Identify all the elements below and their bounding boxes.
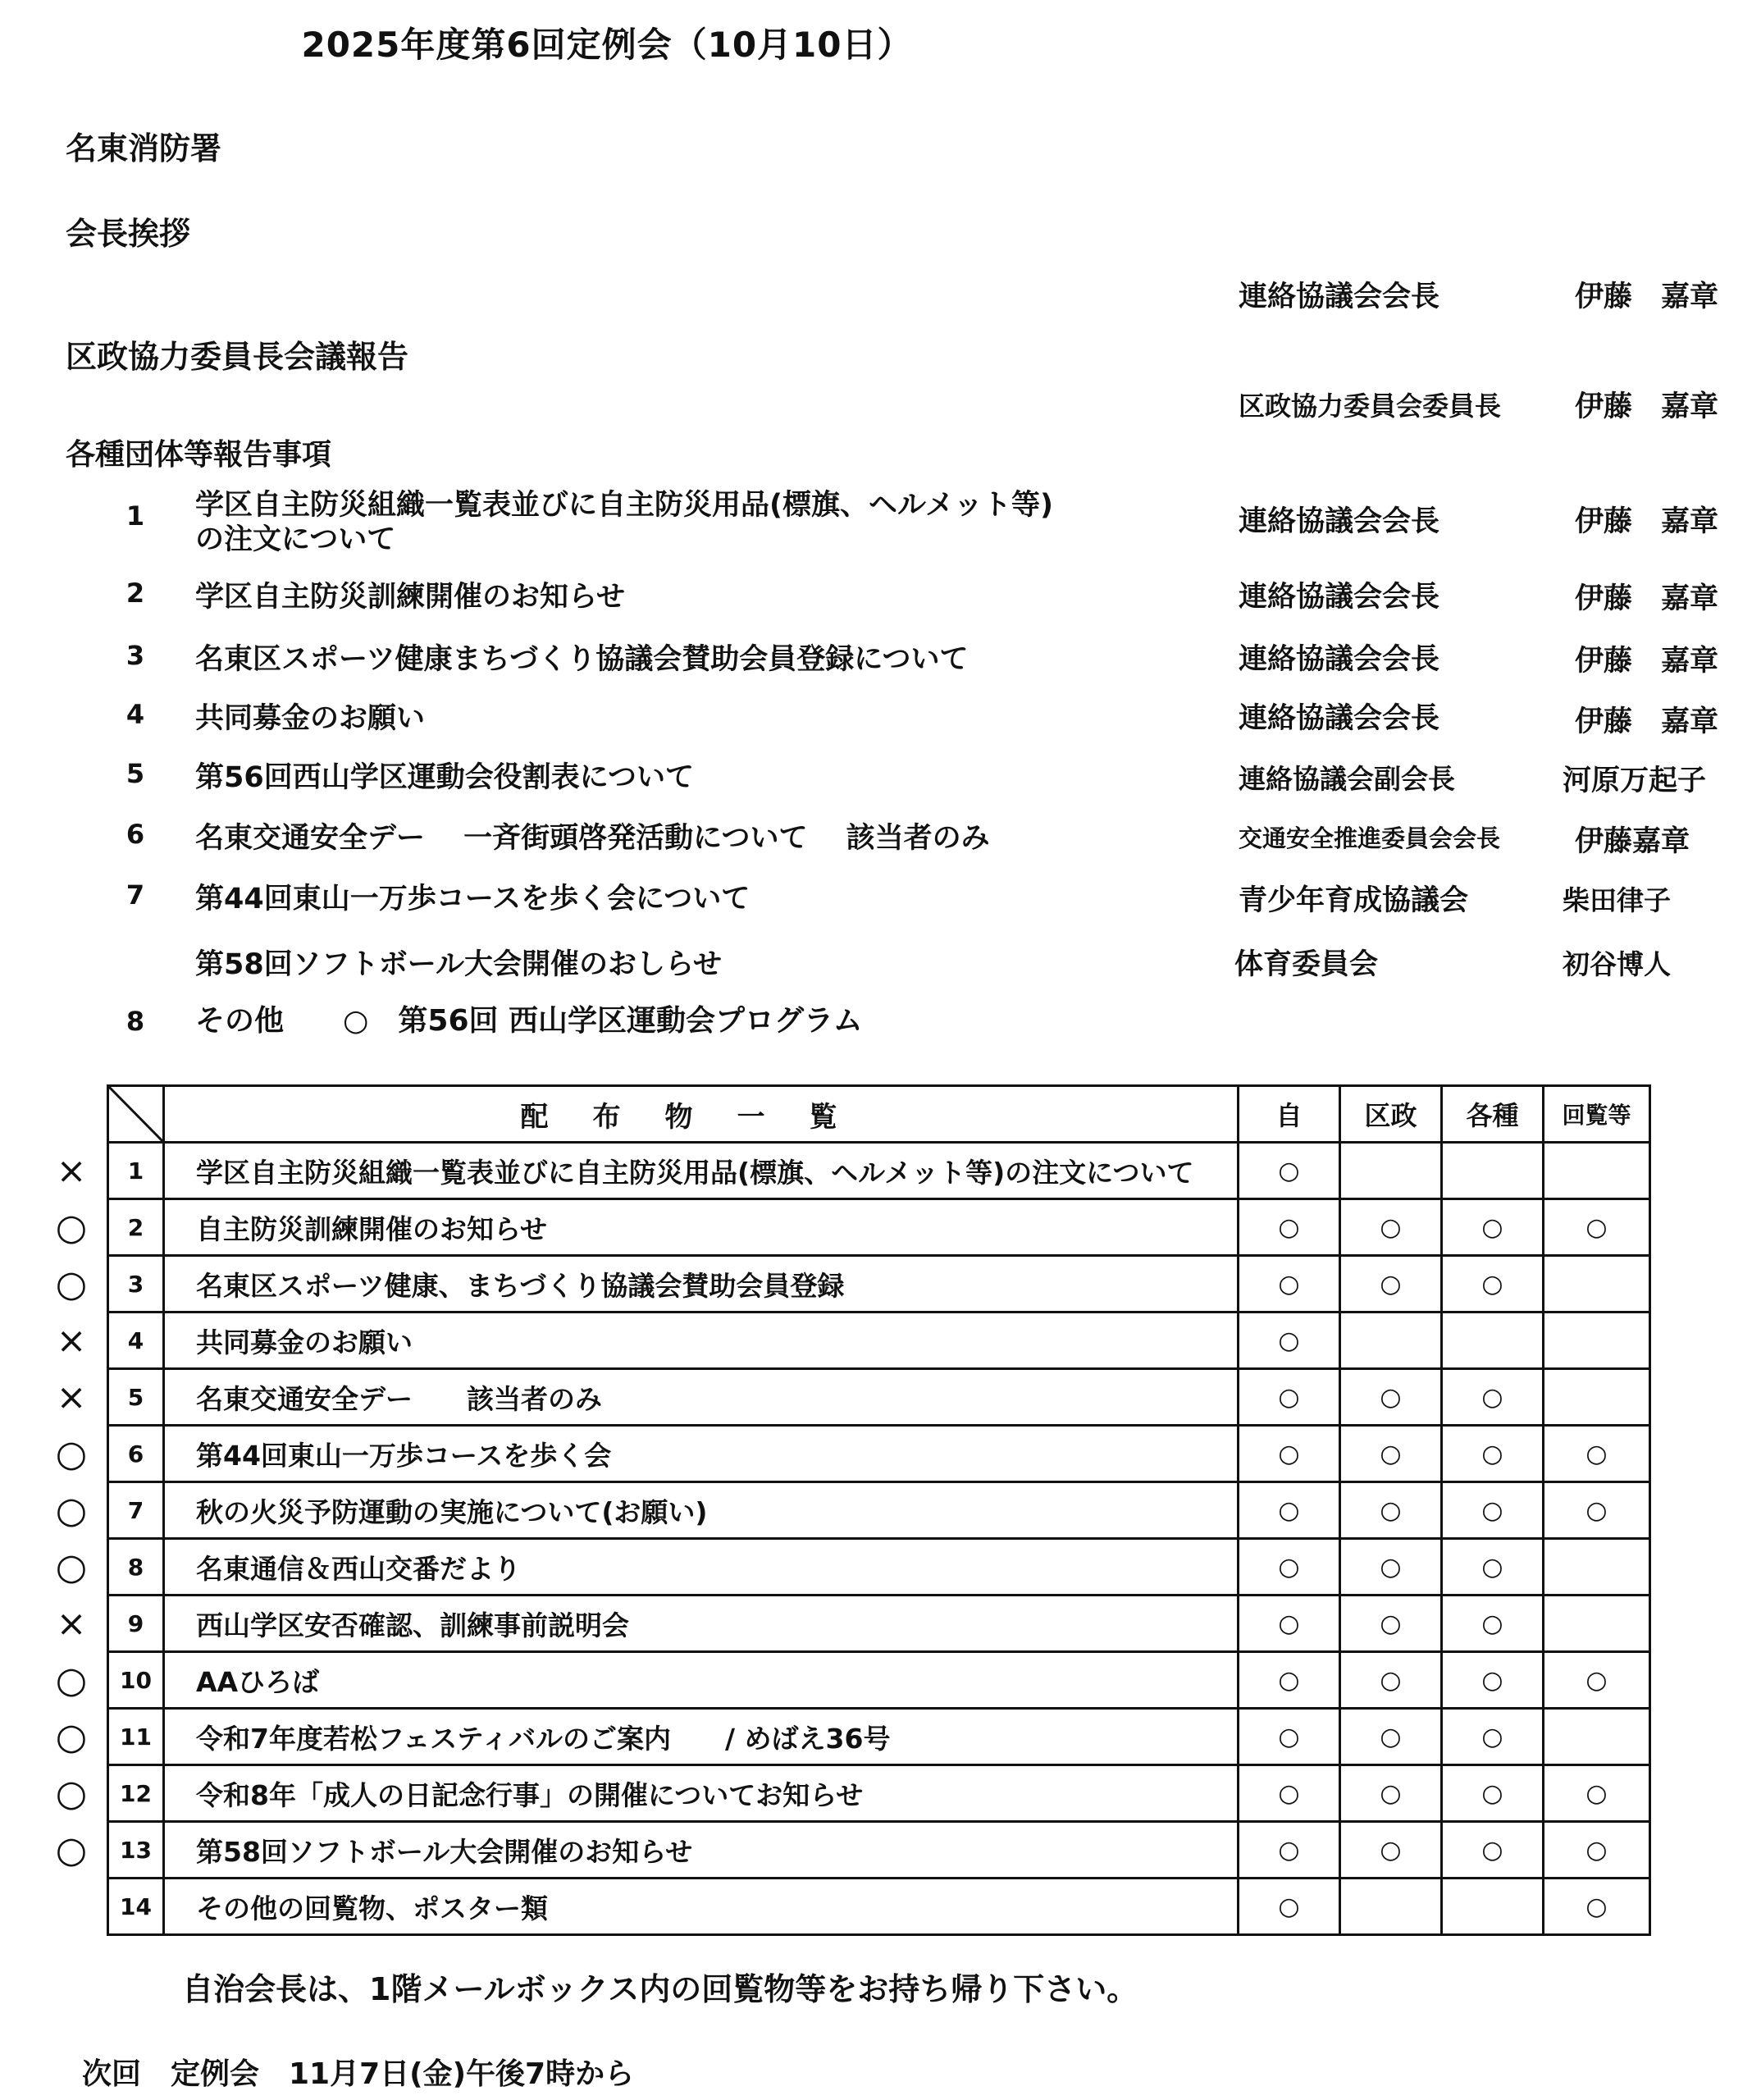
diagonal-line [109,1087,162,1141]
header-diagonal-cell [108,1086,164,1143]
row-title: 名東区スポーツ健康、まちづくり協議会賛助会員登録 [164,1256,1239,1312]
row-title: 名東通信＆西山交番だより [164,1539,1239,1596]
row-number: 7 [108,1482,164,1539]
report-text: 共同募金のお願い [195,702,426,735]
row-title: 学区自主防災組織一覧表並びに自主防災用品(標旗、ヘルメット等)の注文について [164,1143,1239,1199]
left-status-mark: ○ [55,1490,88,1532]
row-title: 秋の火災予防運動の実施について(お願い) [164,1482,1239,1539]
left-status-mark: ○ [55,1207,88,1249]
distribution-mark: ○ [1544,1822,1650,1879]
report-text: 第56回西山学区運動会役割表について [195,761,695,794]
report-role: 交通安全推進委員会会長 [1239,824,1501,852]
report-text-cont: の注文について [195,523,396,556]
distribution-mark: ○ [1340,1256,1442,1312]
distribution-mark: ○ [1442,1709,1544,1765]
report-no: 7 [125,879,145,911]
distribution-mark: ○ [1340,1652,1442,1709]
row-title: AAひろば [164,1652,1239,1709]
distribution-mark: ○ [1340,1765,1442,1822]
row-title: その他の回覧物、ポスター類 [164,1879,1239,1935]
report-name: 伊藤 嘉章 [1575,645,1719,678]
left-status-mark: ○ [55,1659,88,1701]
table-row [108,1652,1650,1709]
report-role: 青少年育成協議会 [1239,884,1469,917]
distribution-mark: ○ [1239,1539,1340,1596]
report-name: 伊藤嘉章 [1575,825,1690,858]
row-number: 14 [108,1879,164,1935]
row-number: 11 [108,1709,164,1765]
table-row [108,1482,1650,1539]
table-row [108,1312,1650,1369]
section-committee-report: 区政協力委員長会議報告 [66,339,409,375]
report-role: 連絡協議会会長 [1239,643,1440,676]
header-kakushu: 各種 [1442,1086,1544,1143]
row-number: 12 [108,1765,164,1822]
distribution-mark: ○ [1239,1256,1340,1312]
distribution-mark: ○ [1239,1879,1340,1935]
left-status-mark: ○ [55,1546,88,1588]
report-name: 伊藤 嘉章 [1575,705,1719,738]
distribution-mark: ○ [1544,1199,1650,1256]
distribution-mark: ○ [1239,1369,1340,1426]
greeting-role: 連絡協議会会長 [1239,281,1440,313]
distribution-mark: ○ [1544,1426,1650,1482]
left-status-mark: ○ [55,1433,88,1475]
distribution-mark: ○ [1442,1369,1544,1426]
distribution-mark: ○ [1239,1199,1340,1256]
header-kairan: 回覧等 [1544,1086,1650,1143]
distribution-mark: ○ [1340,1822,1442,1879]
committee-role: 区政協力委員会委員長 [1239,390,1502,422]
committee-name: 伊藤 嘉章 [1575,390,1719,423]
distribution-mark: ○ [1544,1879,1650,1935]
report-text: 第58回ソフトボール大会開催のおしらせ [195,948,722,981]
distribution-mark: ○ [1239,1652,1340,1709]
report-no: 5 [125,758,145,789]
table-row [108,1822,1650,1879]
report-text: 学区自主防災組織一覧表並びに自主防災用品(標旗、ヘルメット等) [195,489,1053,522]
report-name: 伊藤 嘉章 [1575,582,1719,615]
row-title: 第44回東山一万歩コースを歩く会 [164,1426,1239,1482]
report-no: 3 [125,640,145,671]
left-status-mark: × [56,1150,87,1192]
distribution-mark: ○ [1239,1709,1340,1765]
distribution-mark: ○ [1239,1143,1340,1199]
distribution-mark: ○ [1442,1765,1544,1822]
row-number: 5 [108,1369,164,1426]
distribution-body [108,1143,1650,1935]
distribution-mark: ○ [1239,1482,1340,1539]
left-status-mark: ○ [55,1716,88,1758]
header-kusei: 区政 [1340,1086,1442,1143]
table-row [108,1199,1650,1256]
report-role: 連絡協議会会長 [1239,505,1440,538]
distribution-mark: ○ [1544,1482,1650,1539]
distribution-mark: ○ [1544,1652,1650,1709]
row-number: 4 [108,1312,164,1369]
report-text: 第44回東山一万歩コースを歩く会について [195,883,751,915]
report-role: 体育委員会 [1234,948,1379,981]
left-status-mark: × [56,1320,87,1362]
distribution-mark: ○ [1239,1426,1340,1482]
distribution-mark [1442,1143,1544,1199]
table-row [108,1879,1650,1935]
table-row [108,1426,1650,1482]
distribution-mark: ○ [1340,1369,1442,1426]
report-text: その他 ○ 第56回 西山学区運動会プログラム [195,1004,863,1038]
distribution-mark [1340,1143,1442,1199]
report-text: 名東区スポーツ健康まちづくり協議会賛助会員登録について [195,643,969,676]
row-title: 自主防災訓練開催のお知らせ [164,1199,1239,1256]
row-number: 9 [108,1596,164,1652]
left-status-mark: ○ [55,1773,88,1815]
report-no: 4 [125,699,145,730]
report-no: 2 [125,578,145,609]
report-name: 柴田律子 [1563,884,1671,916]
table-row [108,1765,1650,1822]
report-name: 河原万起子 [1563,765,1707,797]
distribution-table [107,1084,1651,1936]
report-role: 連絡協議会副会長 [1239,763,1455,795]
distribution-mark: ○ [1442,1596,1544,1652]
row-number: 8 [108,1539,164,1596]
left-status-mark: ○ [55,1829,88,1871]
row-title: 第58回ソフトボール大会開催のお知らせ [164,1822,1239,1879]
distribution-mark [1340,1312,1442,1369]
page-title: 2025年度第6回定例会（10月10日） [301,25,913,65]
section-reports-heading: 各種団体等報告事項 [66,438,332,472]
row-number: 6 [108,1426,164,1482]
distribution-mark: ○ [1340,1482,1442,1539]
report-no: 8 [125,1006,145,1037]
distribution-mark: ○ [1239,1312,1340,1369]
left-status-mark: × [56,1376,87,1418]
report-text: 名東交通安全デー 一斉街頭啓発活動について 該当者のみ [195,822,990,855]
report-no: 6 [125,819,145,850]
left-status-mark: × [56,1603,87,1645]
row-title: 西山学区安否確認、訓練事前説明会 [164,1596,1239,1652]
table-row [108,1539,1650,1596]
distribution-mark: ○ [1442,1482,1544,1539]
table-row [108,1709,1650,1765]
row-number: 1 [108,1143,164,1199]
distribution-mark [1544,1143,1650,1199]
footer-note: 自治会長は、1階メールボックス内の回覧物等をお持ち帰り下さい。 [182,1971,1138,2007]
distribution-mark: ○ [1442,1199,1544,1256]
greeting-name: 伊藤 嘉章 [1575,281,1719,313]
table-row [108,1369,1650,1426]
left-status-mark: ○ [55,1263,88,1305]
table-row [108,1256,1650,1312]
distribution-mark: ○ [1239,1822,1340,1879]
row-title: 共同募金のお願い [164,1312,1239,1369]
row-number: 13 [108,1822,164,1879]
report-no: 1 [125,500,145,532]
distribution-mark [1544,1709,1650,1765]
distribution-mark [1442,1312,1544,1369]
distribution-mark [1544,1256,1650,1312]
header-title: 配布物一覧 [164,1086,1239,1143]
header-self: 自 [1239,1086,1340,1143]
next-meeting: 次回 定例会 11月7日(金)午後7時から [82,2057,635,2091]
report-name: 初谷博人 [1563,948,1671,980]
distribution-mark [1544,1369,1650,1426]
distribution-mark: ○ [1544,1765,1650,1822]
distribution-mark [1544,1312,1650,1369]
distribution-mark: ○ [1239,1596,1340,1652]
distribution-mark: ○ [1340,1709,1442,1765]
distribution-mark: ○ [1442,1539,1544,1596]
distribution-mark [1442,1879,1544,1935]
row-number: 3 [108,1256,164,1312]
distribution-mark: ○ [1442,1822,1544,1879]
distribution-mark [1340,1879,1442,1935]
distribution-mark: ○ [1340,1596,1442,1652]
section-greeting: 会長挨拶 [66,216,191,252]
row-title: 令和7年度若松フェスティバルのご案内 / めばえ36号 [164,1709,1239,1765]
section-fire-station: 名東消防署 [66,130,222,167]
report-role: 連絡協議会会長 [1239,581,1440,614]
distribution-mark [1544,1596,1650,1652]
distribution-mark: ○ [1442,1426,1544,1482]
distribution-mark [1544,1539,1650,1596]
report-text: 学区自主防災訓練開催のお知らせ [195,581,625,614]
distribution-mark: ○ [1239,1765,1340,1822]
row-title: 名東交通安全デー 該当者のみ [164,1369,1239,1426]
table-row [108,1596,1650,1652]
distribution-mark: ○ [1442,1256,1544,1312]
distribution-mark: ○ [1340,1199,1442,1256]
distribution-mark: ○ [1340,1539,1442,1596]
distribution-mark: ○ [1442,1652,1544,1709]
report-name: 伊藤 嘉章 [1575,505,1719,538]
distribution-mark: ○ [1340,1426,1442,1482]
row-number: 10 [108,1652,164,1709]
row-title: 令和8年「成人の日記念行事」の開催についてお知らせ [164,1765,1239,1822]
report-role: 連絡協議会会長 [1239,702,1440,735]
table-header-row [108,1086,1650,1143]
table-row [108,1143,1650,1199]
row-number: 2 [108,1199,164,1256]
